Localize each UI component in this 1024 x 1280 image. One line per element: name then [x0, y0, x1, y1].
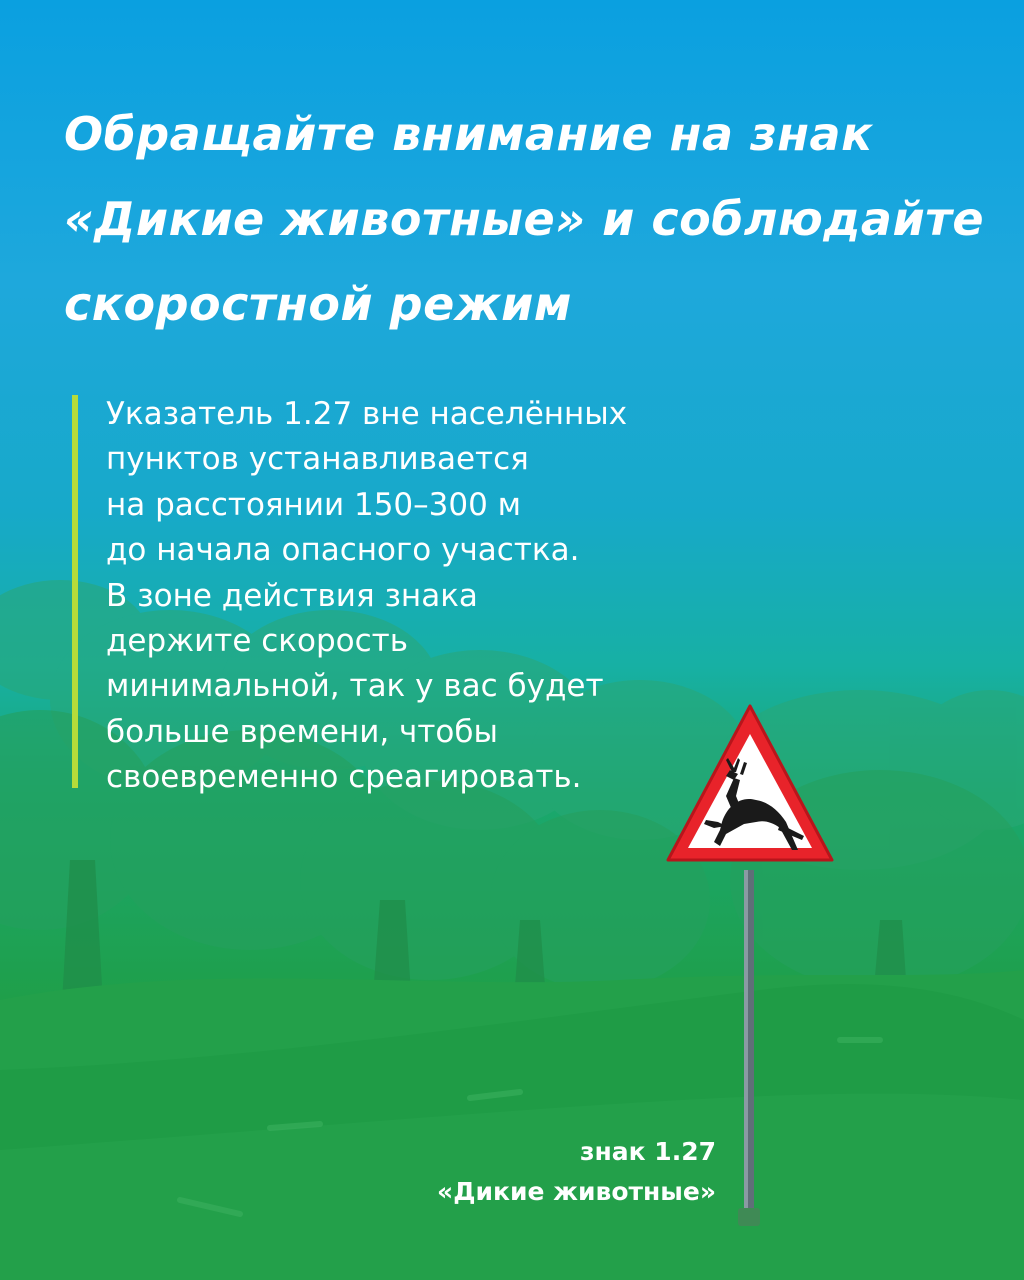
body-line: В зоне действия знака	[106, 577, 478, 614]
body-line: до начала опасного участка.	[106, 532, 580, 569]
sign-caption	[437, 1132, 716, 1212]
body-line: больше времени, чтобы	[106, 713, 498, 750]
body-line: на расстоянии 150–300 м	[106, 486, 522, 523]
caption-sign-number: знак 1.27	[579, 1137, 716, 1166]
caption-sign-name: «Дикие животные»	[437, 1177, 716, 1206]
headline-line: скоростной режим	[64, 277, 572, 331]
body-line: пунктов устанавливается	[106, 441, 529, 478]
body-line: своевременно среагировать.	[106, 759, 582, 796]
body-line: минимальной, так у вас будет	[106, 668, 604, 705]
headline-line: Обращайте внимание на знак	[64, 107, 873, 161]
headline	[64, 92, 985, 347]
body-line: держите скорость	[106, 623, 408, 660]
body-line: Указатель 1.27 вне населённых	[106, 396, 628, 432]
headline-line: «Дикие животные» и соблюдайте	[64, 192, 985, 246]
body-paragraph	[106, 392, 746, 801]
quote-accent-bar	[72, 395, 78, 788]
pole-base	[738, 1208, 760, 1226]
